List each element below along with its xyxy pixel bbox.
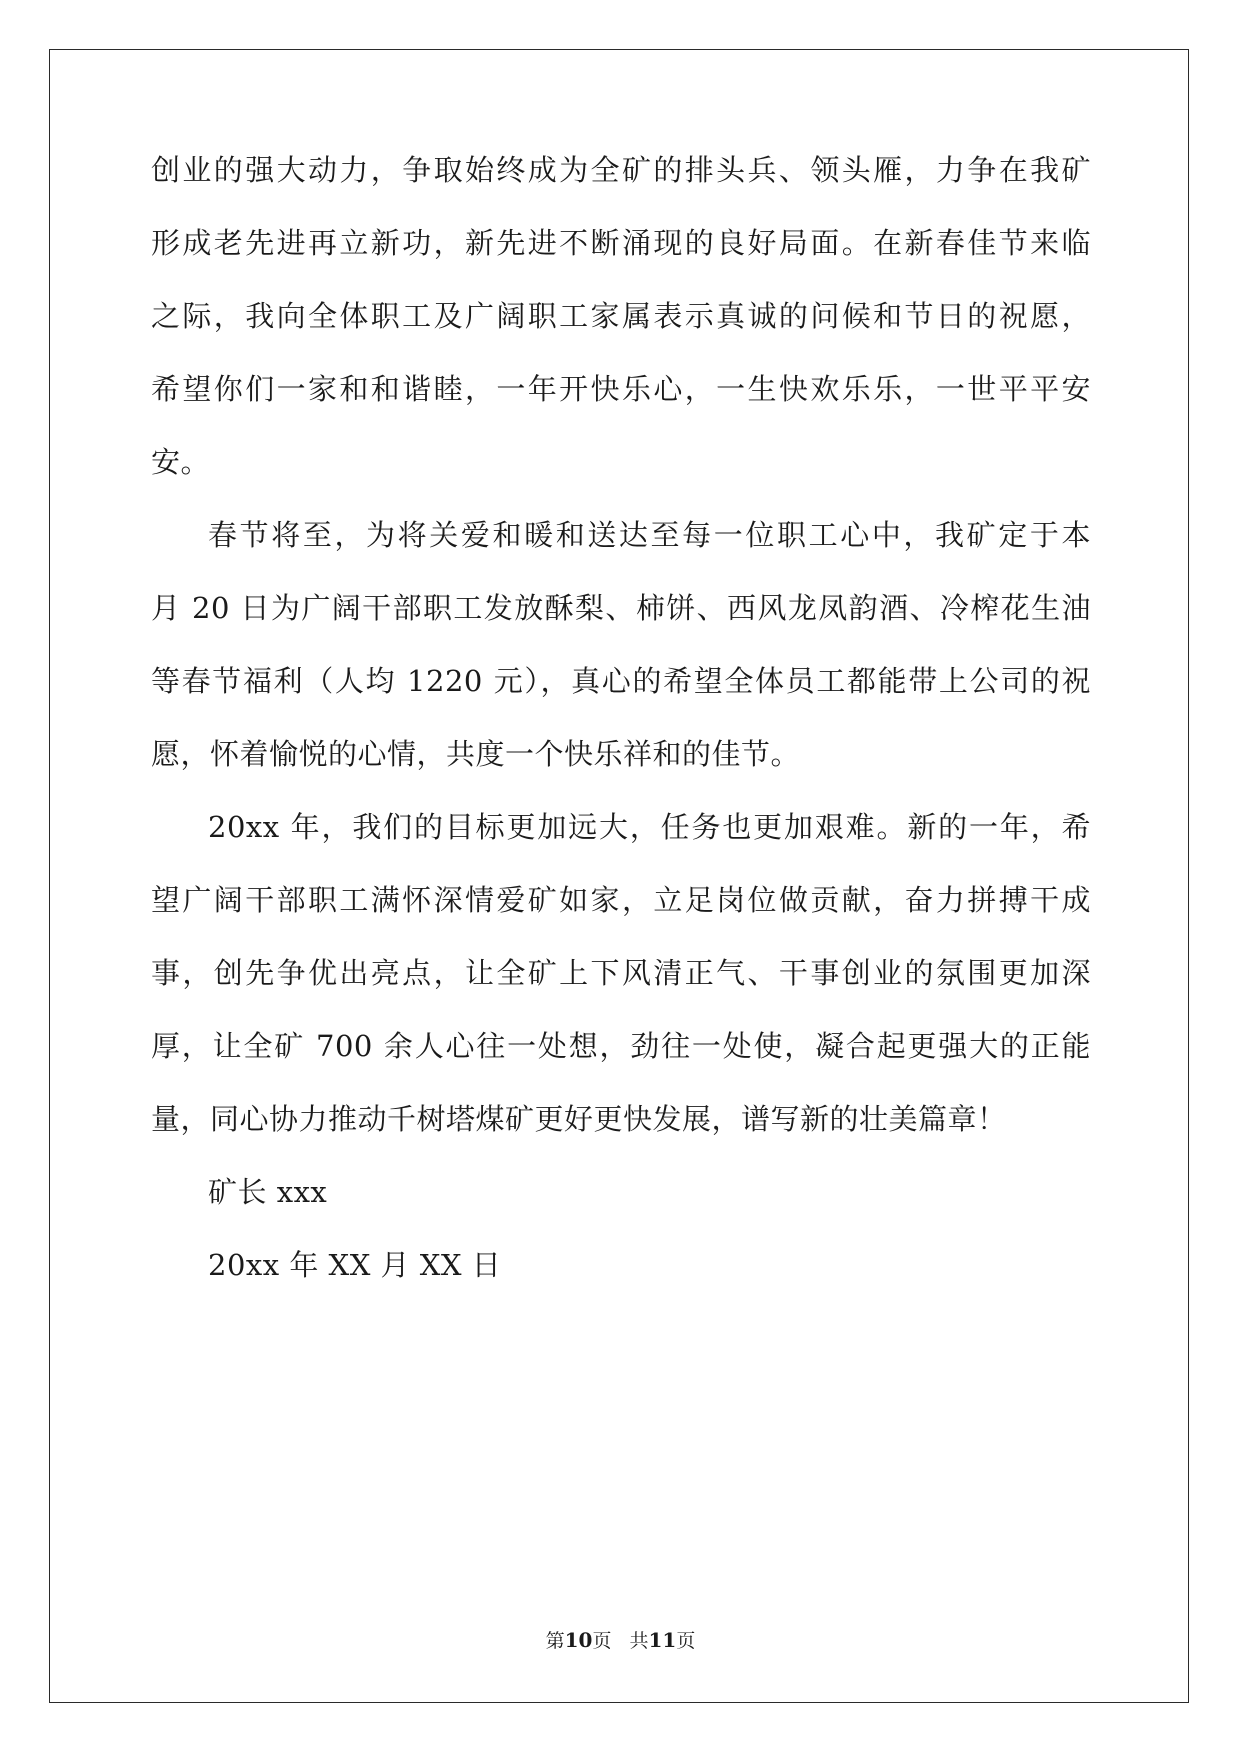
text-line: 创业的强大动力，争取始终成为全矿的排头兵、领头雁，力争在我矿 [151, 153, 1091, 187]
signature-date: 20xx 年 XX 月 XX 日 [208, 1248, 502, 1282]
page-number: 10 [564, 1628, 593, 1652]
paragraph-first-line: 春节将至，为将关爱和暖和送达至每一位职工心中，我矿定于本 [208, 518, 1091, 552]
signature-title: 矿长 xxx [208, 1175, 328, 1209]
text-line: 安。 [151, 445, 211, 479]
text-line: 事，创先争优出亮点，让全矿上下风清正气、干事创业的氛围更加深 [151, 956, 1091, 990]
page-suffix: 页 [592, 1630, 612, 1652]
text-line: 形成老先进再立新功，新先进不断涌现的良好局面。在新春佳节来临 [151, 226, 1091, 260]
paragraph-first-line: 20xx 年，我们的目标更加远大，任务也更加艰难。新的一年，希 [208, 810, 1091, 844]
text-line: 希望你们一家和和谐睦，一年开快乐心，一生快欢乐乐，一世平平安 [151, 372, 1091, 406]
page-footer [0, 1627, 1241, 1654]
page-prefix: 第 [545, 1630, 565, 1652]
text-line: 等春节福利（人均 1220 元），真心的希望全体员工都能带上公司的祝 [151, 664, 1091, 698]
total-suffix: 页 [676, 1630, 696, 1652]
total-pages: 11 [648, 1628, 677, 1652]
total-prefix: 共 [629, 1630, 649, 1652]
text-line: 愿，怀着愉悦的心情，共度一个快乐祥和的佳节。 [151, 737, 801, 771]
text-line: 月 20 日为广阔干部职工发放酥梨、柿饼、西风龙凤韵酒、冷榨花生油 [151, 591, 1091, 625]
text-line: 望广阔干部职工满怀深情爱矿如家，立足岗位做贡献，奋力拼搏干成 [151, 883, 1091, 917]
text-line: 之际，我向全体职工及广阔职工家属表示真诚的问候和节日的祝愿， [151, 299, 1091, 333]
text-line: 量，同心协力推动千树塔煤矿更好更快发展，谱写新的壮美篇章！ [151, 1102, 1007, 1136]
text-line: 厚，让全矿 700 余人心往一处想，劲往一处使，凝合起更强大的正能 [151, 1029, 1091, 1063]
